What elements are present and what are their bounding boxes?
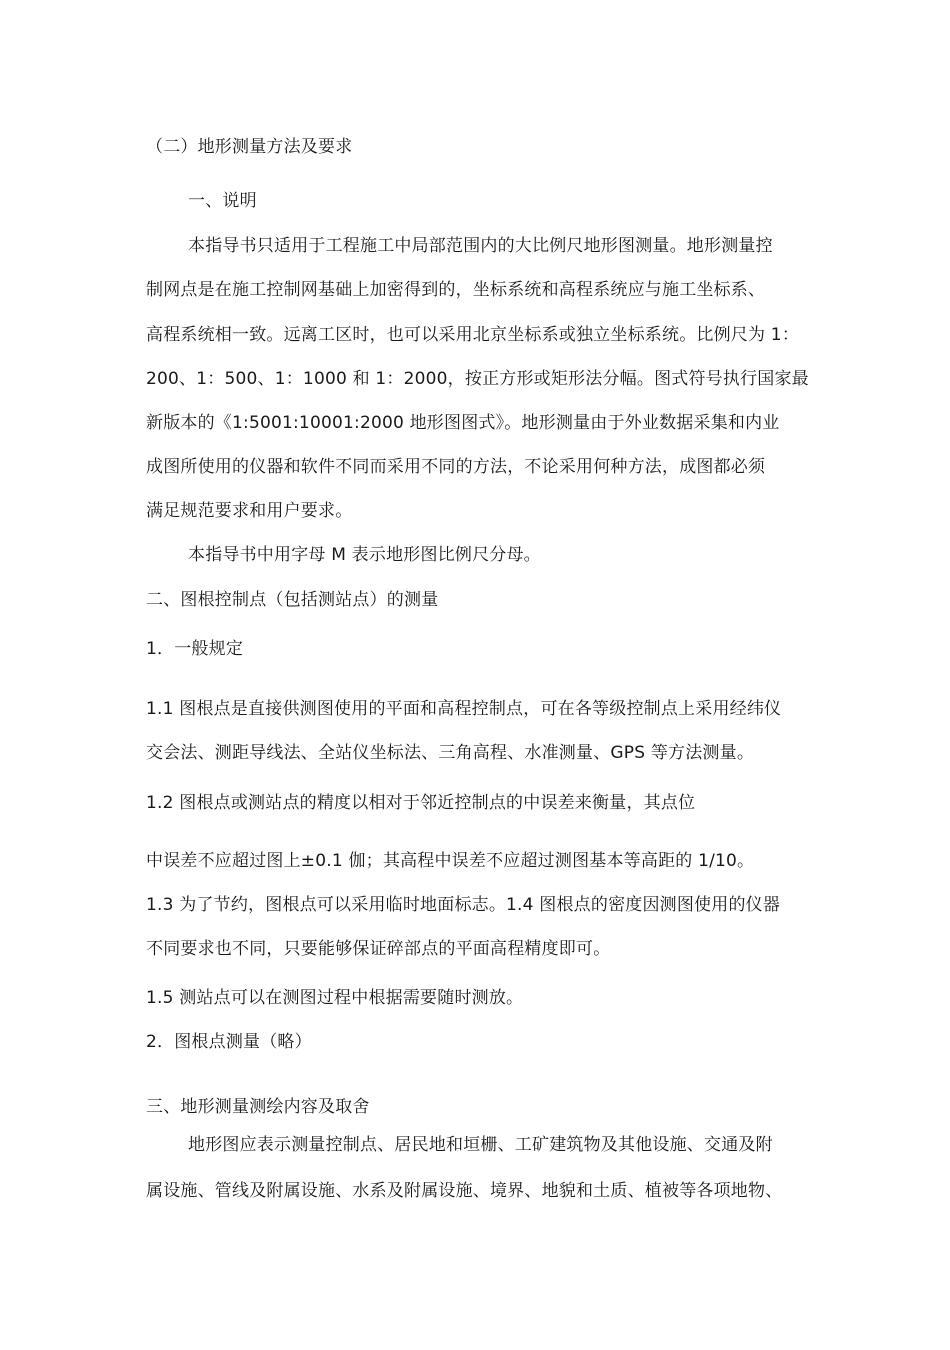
paragraph-line: 制网点是在施工控制网基础上加密得到的，坐标系统和高程系统应与施工坐标系、 (146, 280, 766, 300)
section-heading: （二）地形测量方法及要求 (146, 137, 353, 157)
item-line: 不同要求也不同，只要能够保证碎部点的平面高程精度即可。 (146, 939, 611, 959)
heading-explanation: 一、说明 (188, 191, 257, 211)
paragraph-line: 属设施、管线及附属设施、水系及附属设施、境界、地貌和土质、植被等各项地物、 (146, 1181, 783, 1201)
paragraph-line: 新版本的《1:5001:10001:2000 地形图图式》。地形测量由于外业数据采集和内业 (146, 413, 780, 433)
item-line: 交会法、测距导线法、全站仪坐标法、三角高程、水准测量、GPS 等方法测量。 (146, 743, 755, 763)
paragraph-line: 本指导书中用字母 M 表示地形图比例尺分母。 (188, 545, 541, 565)
item-line: 1.3 为了节约，图根点可以采用临时地面标志。1.4 图根点的密度因测图使用的仪器 (146, 895, 781, 915)
item-line: 1.5 测站点可以在测图过程中根据需要随时测放。 (146, 988, 524, 1008)
item-line: 1.1 图根点是直接供测图使用的平面和高程控制点，可在各等级控制点上采用经纬仪 (146, 699, 782, 719)
paragraph-line: 地形图应表示测量控制点、居民地和垣栅、工矿建筑物及其他设施、交通及附 (188, 1135, 773, 1155)
item-line: 1.2 图根点或测站点的精度以相对于邻近控制点的中误差来衡量，其点位 (146, 793, 696, 813)
paragraph-line: 200、1：500、1：1000 和 1：2000，按正方形或矩形法分幅。图式符号执行国家最 (146, 369, 809, 389)
item-line: 中误差不应超过图上±0.1 伽；其高程中误差不应超过测图基本等高距的 1/10。 (146, 851, 755, 871)
paragraph-line: 满足规范要求和用户要求。 (146, 501, 353, 521)
heading-control-points: 二、图根控制点（包括测站点）的测量 (146, 590, 439, 610)
heading-control-survey: 2．图根点测量（略） (146, 1032, 312, 1052)
heading-general-rules: 1．一般规定 (146, 639, 244, 659)
paragraph-line: 本指导书只适用于工程施工中局部范围内的大比例尺地形图测量。地形测量控 (188, 236, 773, 256)
paragraph-line: 高程系统相一致。远离工区时，也可以采用北京坐标系或独立坐标系统。比例尺为 1： (146, 325, 800, 345)
paragraph-line: 成图所使用的仪器和软件不同而采用不同的方法，不论采用何种方法，成图都必须 (146, 457, 766, 477)
heading-survey-content: 三、地形测量测绘内容及取舍 (146, 1097, 370, 1117)
